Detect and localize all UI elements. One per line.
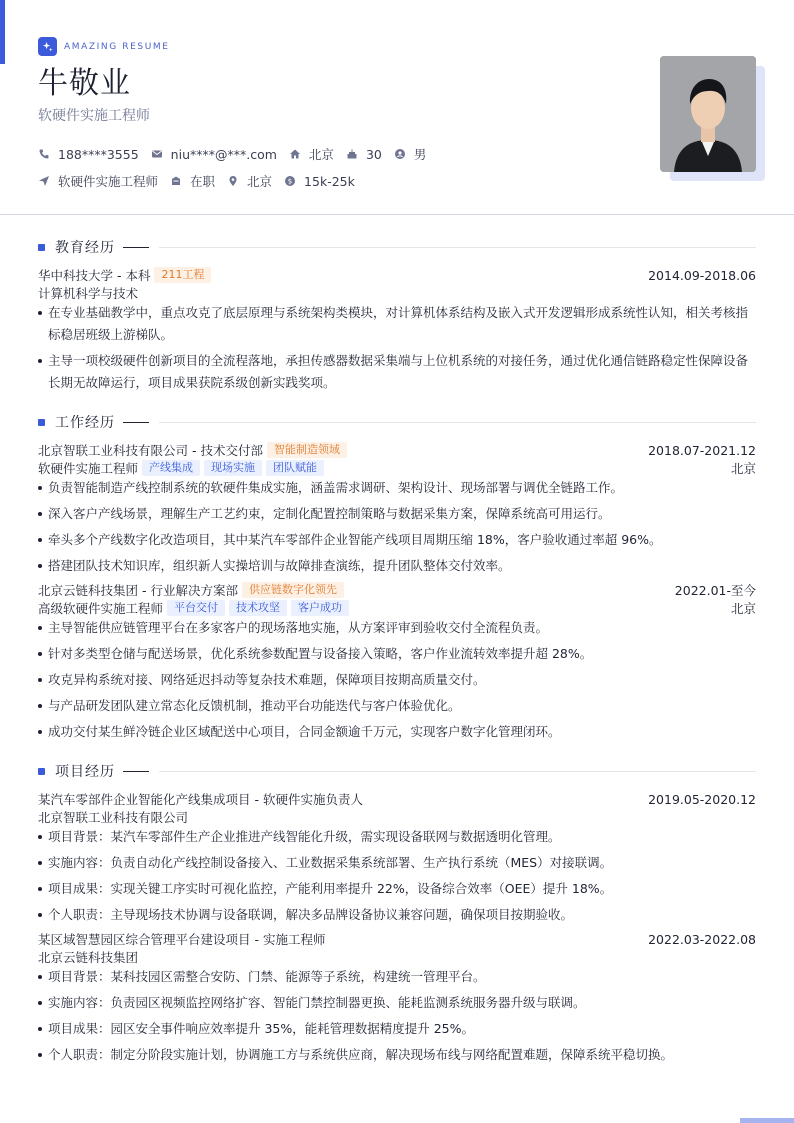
- title-dash: [123, 247, 149, 248]
- candidate-title: 软硬件实施工程师: [38, 108, 150, 124]
- section-rule: [159, 771, 756, 772]
- education-section-header: [38, 237, 756, 257]
- avatar: [660, 56, 756, 172]
- skill-tag: 技术攻坚: [229, 600, 287, 616]
- gender-item: [394, 145, 427, 163]
- section-marker: [38, 244, 45, 251]
- project-name: 某区域智慧园区综合管理平台建设项目 - 实施工程师: [38, 932, 326, 947]
- list-item: 项目背景：某科技园区需整合安防、门禁、能源等子系统，构建统一管理平台。: [38, 966, 756, 988]
- list-item: 牵头多个产线数字化改造项目，其中某汽车零部件企业智能产线项目周期压缩 18%，客户验收通过率超 96%。: [38, 529, 756, 551]
- employment-status: 在职: [190, 174, 216, 189]
- major: 计算机科学与技术: [38, 286, 139, 301]
- coin-icon: [284, 175, 296, 187]
- salary-item: [284, 174, 355, 189]
- job-company-row: [38, 581, 756, 599]
- skill-tag: 团队赋能: [266, 460, 324, 476]
- target-role-item: [38, 172, 158, 190]
- project-org: 北京云链科技集团: [38, 950, 139, 965]
- skill-tag: 现场实施: [204, 460, 262, 476]
- list-item: 针对多类型仓储与配送场景，优化系统参数配置与设备接入策略，客户作业流转效率提升超 28%。: [38, 643, 756, 665]
- list-item: 攻克异构系统对接、网络延迟抖动等复杂技术难题，保障项目按期高质量交付。: [38, 669, 756, 691]
- target-role: 软硬件实施工程师: [58, 174, 159, 189]
- email: niu****@***.com: [170, 146, 277, 162]
- project-org-row: [38, 948, 756, 966]
- education-row: [38, 266, 756, 284]
- salary: 15k-25k: [304, 173, 355, 189]
- project-name: 某汽车零部件企业智能化产线集成项目 - 软硬件实施负责人: [38, 792, 363, 807]
- project-org-row: [38, 808, 756, 826]
- phone-item: [38, 147, 139, 162]
- brand-text: AMAZING RESUME: [64, 41, 170, 52]
- school-tag: 211工程: [154, 267, 211, 283]
- projects-section-header: [38, 761, 756, 781]
- project-date: 2022.03-2022.08: [648, 931, 756, 947]
- skill-tag: 产线集成: [142, 460, 200, 476]
- list-item: 与产品研发团队建立常态化反馈机制，推动平台功能迭代与客户体验优化。: [38, 695, 756, 717]
- project-row: [38, 930, 756, 948]
- company-tag: 供应链数字化领先: [242, 582, 344, 598]
- status-item: [170, 172, 215, 190]
- list-item: 搭建团队技术知识库，组织新人实操培训与故障排查演练，提升团队整体交付效率。: [38, 555, 756, 577]
- send-icon: [38, 175, 50, 187]
- list-item: 负责智能制造产线控制系统的软硬件集成实施，涵盖需求调研、架构设计、现场部署与调优全链路工作。: [38, 477, 756, 499]
- user-circle-icon: [394, 148, 406, 160]
- education-date: 2014.09-2018.06: [648, 267, 756, 283]
- list-item: 个人职责：主导现场技术协调与设备联调，解决多品牌设备协议兼容问题，确保项目按期验收。: [38, 904, 756, 926]
- job-role-row: [38, 599, 756, 617]
- list-item: 主导一项校级硬件创新项目的全流程落地，承担传感器数据采集端与上位机系统的对接任务，通过优化通信链路稳定性保障设备长期无故障运行，项目成果获院系级创新实践奖项。: [38, 350, 756, 394]
- work-section-header: [38, 412, 756, 432]
- company-tag: 智能制造领域: [267, 442, 347, 458]
- cake-icon: [346, 148, 358, 160]
- skill-tag: 客户成功: [291, 600, 349, 616]
- list-item: 成功交付某生鲜冷链企业区域配送中心项目，合同金额逾千万元，实现客户数字化管理闭环。: [38, 721, 756, 743]
- email-item: [151, 147, 277, 162]
- bottom-accent-bar: [740, 1118, 794, 1123]
- phone-icon: [38, 148, 50, 160]
- candidate-name: 牛敬业: [38, 66, 131, 101]
- job-date: 2022.01-至今: [674, 583, 756, 598]
- age-item: [346, 147, 382, 162]
- section-title: 工作经历: [55, 415, 115, 431]
- mail-icon: [151, 148, 163, 160]
- gender: 男: [413, 147, 427, 162]
- list-item: 实施内容：负责自动化产线控制设备接入、工业数据采集系统部署、生产执行系统（MES）对接联调。: [38, 852, 756, 874]
- list-item: 在专业基础教学中，重点攻克了底层原理与系统架构类模块，对计算机体系结构及嵌入式开发逻辑形成系统性认知，相关考核指标稳居班级上游梯队。: [38, 302, 756, 346]
- city: 北京: [308, 147, 334, 162]
- company: 北京云链科技集团 - 行业解决方案部: [38, 583, 238, 598]
- list-item: 项目成果：园区安全事件响应效率提升 35%，能耗管理数据精度提升 25%。: [38, 1018, 756, 1040]
- title-dash: [123, 422, 149, 423]
- list-item: 实施内容：负责园区视频监控网络扩容、智能门禁控制器更换、能耗监测系统服务器升级与联调。: [38, 992, 756, 1014]
- job-date: 2018.07-2021.12: [648, 442, 756, 458]
- section-rule: [159, 422, 756, 423]
- school: 华中科技大学 - 本科: [38, 268, 151, 283]
- list-item: 主导智能供应链管理平台在多家客户的现场落地实施，从方案评审到验收交付全流程负责。: [38, 617, 756, 639]
- home-icon: [289, 148, 301, 160]
- project-row: [38, 790, 756, 808]
- age: 30: [365, 146, 382, 162]
- location-pin-icon: [227, 175, 239, 187]
- section-rule: [159, 247, 756, 248]
- intent-row: [38, 172, 367, 190]
- project-org: 北京智联工业科技有限公司: [38, 810, 189, 825]
- major-row: [38, 284, 756, 302]
- city-item: [289, 145, 334, 163]
- list-item: 个人职责：制定分阶段实施计划，协调施工方与系统供应商，解决现场布线与网络配置难题，保障系统平稳切换。: [38, 1044, 756, 1066]
- target-city-item: [227, 172, 272, 190]
- title-dash: [123, 771, 149, 772]
- job-company-row: [38, 441, 756, 459]
- phone: 188****3555: [58, 146, 139, 162]
- role: 软硬件实施工程师: [38, 461, 139, 476]
- contact-row: [38, 145, 438, 163]
- role: 高级软硬件实施工程师: [38, 601, 164, 616]
- section-title: 项目经历: [55, 764, 115, 780]
- company: 北京智联工业科技有限公司 - 技术交付部: [38, 443, 263, 458]
- list-item: 深入客户产线场景，理解生产工艺约束，定制化配置控制策略与数据采集方案，保障系统高可用运行。: [38, 503, 756, 525]
- inbox-icon: [170, 175, 182, 187]
- job-city: 北京: [730, 601, 756, 616]
- resume-header: [0, 0, 794, 215]
- skill-tag: 平台交付: [167, 600, 225, 616]
- section-title: 教育经历: [55, 240, 115, 256]
- brand: [38, 37, 170, 56]
- list-item: 项目成果：实现关键工序实时可视化监控，产能利用率提升 22%，设备综合效率（OEE）提升 18%。: [38, 878, 756, 900]
- job-role-row: [38, 459, 756, 477]
- list-item: 项目背景：某汽车零部件生产企业推进产线智能化升级，需实现设备联网与数据透明化管理。: [38, 826, 756, 848]
- job-city: 北京: [730, 461, 756, 476]
- target-city: 北京: [247, 174, 273, 189]
- project-date: 2019.05-2020.12: [648, 791, 756, 807]
- section-marker: [38, 768, 45, 775]
- section-marker: [38, 419, 45, 426]
- sparkle-icon: [38, 37, 57, 56]
- svg-text:$: $: [287, 177, 293, 186]
